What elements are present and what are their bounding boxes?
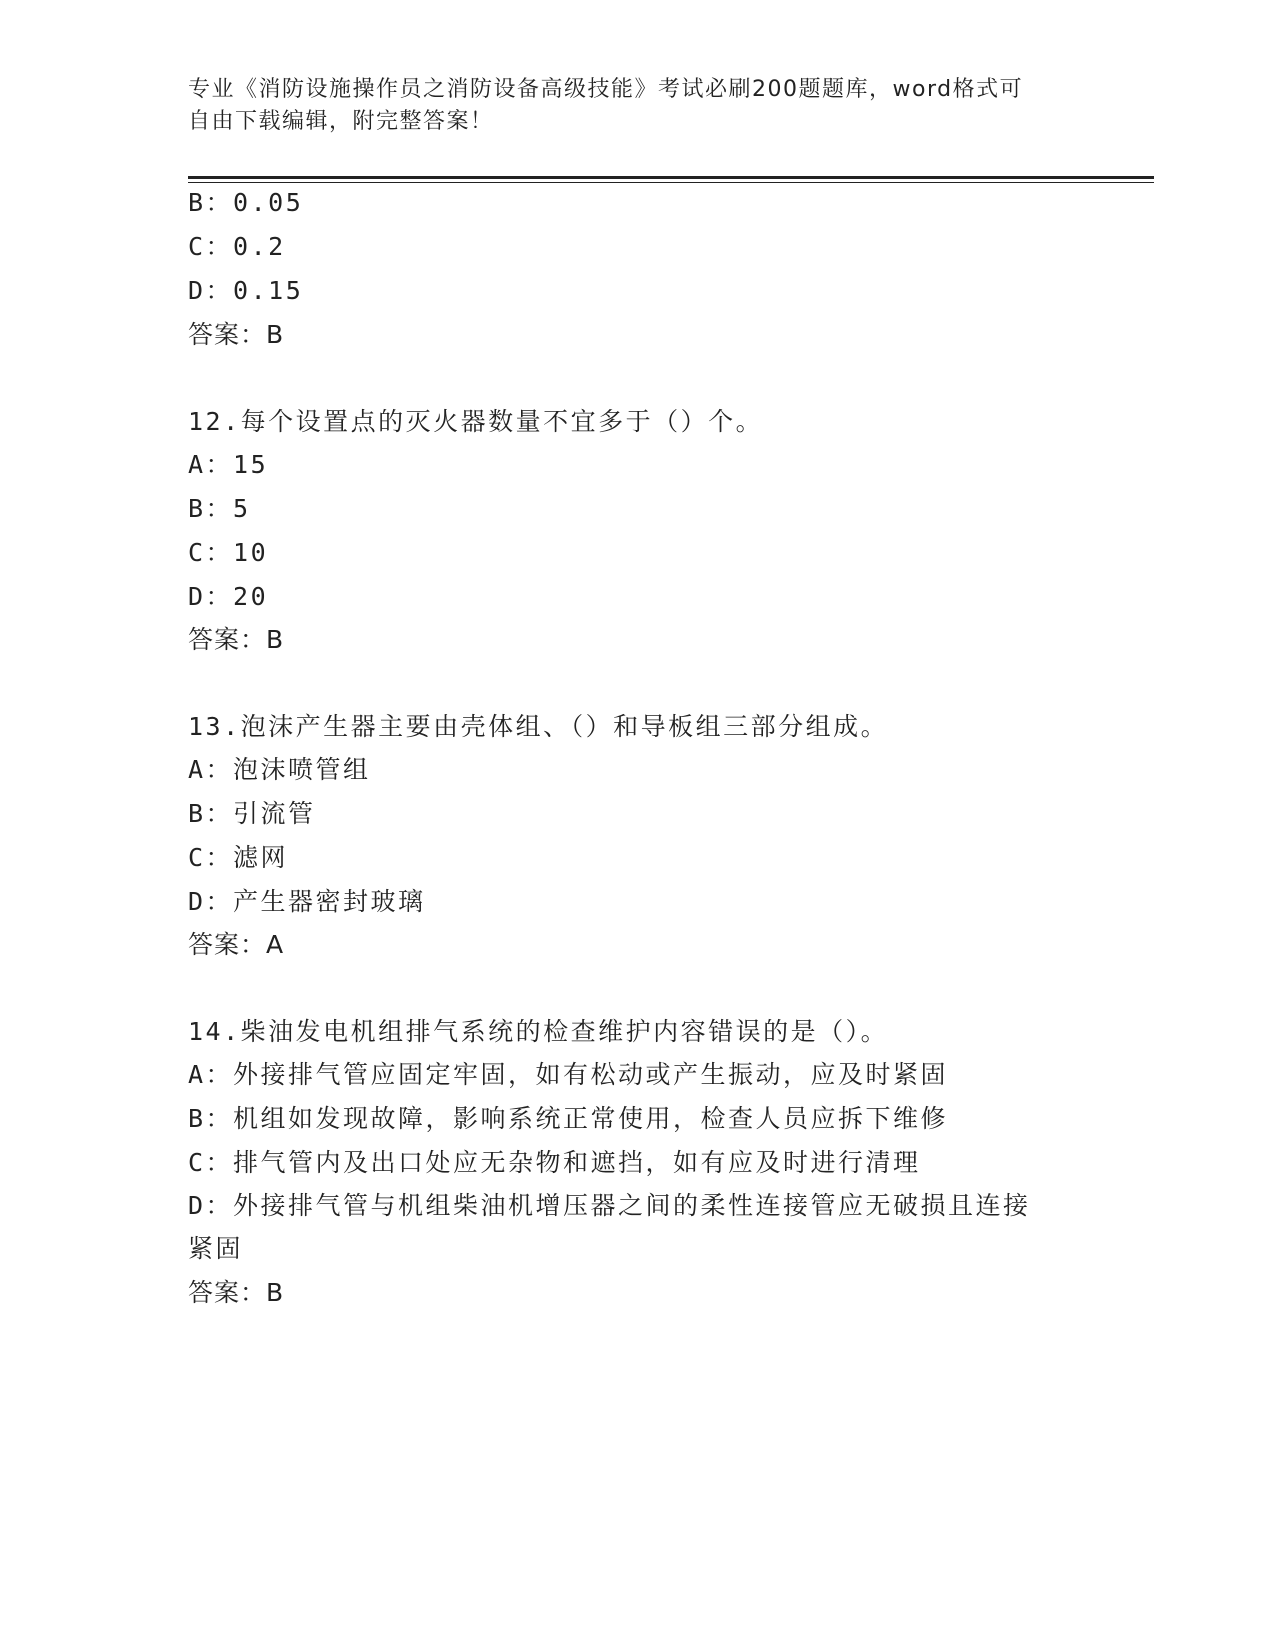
q12-option-b: B：5 bbox=[188, 494, 251, 523]
prev-option-d: D：0.15 bbox=[188, 276, 304, 305]
q12-stem: 12.每个设置点的灭火器数量不宜多于（）个。 bbox=[188, 407, 764, 436]
q14-answer: 答案：B bbox=[188, 1278, 285, 1307]
document-header bbox=[188, 74, 1068, 138]
q12-option-a: A：15 bbox=[188, 450, 269, 479]
q14-option-d: D：外接排气管与机组柴油机增压器之间的柔性连接管应无破损且连接 bbox=[188, 1191, 1031, 1220]
q12-option-c: C：10 bbox=[188, 538, 269, 567]
prev-option-b: B：0.05 bbox=[188, 188, 304, 217]
prev-option-c: C：0.2 bbox=[188, 232, 286, 261]
q14-option-b: B：机组如发现故障，影响系统正常使用，检查人员应拆下维修 bbox=[188, 1104, 949, 1133]
q13-option-c: C：滤网 bbox=[188, 843, 289, 872]
q13-stem: 13.泡沫产生器主要由壳体组、（）和导板组三部分组成。 bbox=[188, 712, 889, 741]
header-divider-thick bbox=[188, 176, 1154, 179]
q13-answer: 答案：A bbox=[188, 930, 285, 959]
q14-stem: 14.柴油发电机组排气系统的检查维护内容错误的是（）。 bbox=[188, 1017, 889, 1046]
q13-option-a: A：泡沫喷管组 bbox=[188, 755, 371, 784]
q14-option-d-continued: 紧固 bbox=[188, 1234, 244, 1263]
q13-option-d: D：产生器密封玻璃 bbox=[188, 887, 426, 916]
q13-option-b: B：引流管 bbox=[188, 799, 316, 828]
q14-option-a: A：外接排气管应固定牢固，如有松动或产生振动，应及时紧固 bbox=[188, 1060, 949, 1089]
header-divider-thin bbox=[188, 182, 1154, 183]
q12-answer: 答案：B bbox=[188, 625, 285, 654]
q12-option-d: D：20 bbox=[188, 582, 269, 611]
prev-answer: 答案：B bbox=[188, 320, 285, 349]
header-line-2: 自由下载编辑，附完整答案！ bbox=[188, 109, 494, 134]
q14-option-c: C：排气管内及出口处应无杂物和遮挡，如有应及时进行清理 bbox=[188, 1148, 921, 1177]
header-line-1: 专业《消防设施操作员之消防设备高级技能》考试必刷200题题库，word格式可 bbox=[188, 77, 1024, 102]
